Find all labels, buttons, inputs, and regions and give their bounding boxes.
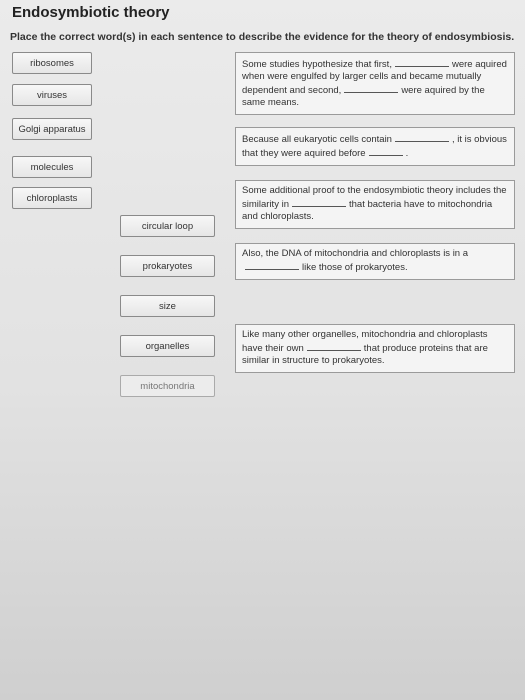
word-chip-chloroplasts[interactable]: chloroplasts: [12, 187, 92, 209]
word-chip-organelles[interactable]: organelles: [120, 335, 215, 357]
sentence-box-5: Like many other organelles, mitochondria and chloroplasts have their own that produce proteins that are similar in structure to prokaryotes.: [235, 324, 515, 373]
sentence-box-1: Some studies hypothesize that first, were aquired when were engulfed by larger cells and became mutually dependent and second, were aquired by the same means.: [235, 52, 515, 115]
drop-target-1a[interactable]: [395, 57, 449, 67]
word-chip-viruses[interactable]: viruses: [12, 84, 92, 106]
drop-target-5[interactable]: [307, 341, 361, 351]
sentence-box-4: Also, the DNA of mitochondria and chloroplasts is in alike those of prokaryotes.: [235, 243, 515, 280]
word-bank-column-1: [12, 52, 96, 218]
drop-target-1b[interactable]: [344, 83, 398, 93]
word-bank-column-2: [120, 215, 220, 410]
word-chip-golgi-apparatus[interactable]: Golgi apparatus: [12, 118, 92, 140]
word-chip-mitochondria[interactable]: mitochondria: [120, 375, 215, 397]
word-chip-molecules[interactable]: molecules: [12, 156, 92, 178]
page-title: Endosymbiotic theory: [12, 4, 170, 21]
word-chip-prokaryotes[interactable]: prokaryotes: [120, 255, 215, 277]
instructions: Place the correct word(s) in each sentence to describe the evidence for the theory of endosymbiosis.: [10, 31, 515, 43]
drop-target-2a[interactable]: [395, 132, 449, 142]
sentence-box-3: Some additional proof to the endosymbiotic theory includes the similarity in that bacteria have to mitochondria and chloroplasts.: [235, 180, 515, 229]
sentence-list: [235, 52, 520, 381]
drop-target-4[interactable]: [245, 260, 299, 270]
word-chip-circular-loop[interactable]: circular loop: [120, 215, 215, 237]
drop-target-2b[interactable]: [369, 146, 403, 156]
word-chip-size[interactable]: size: [120, 295, 215, 317]
drop-target-3[interactable]: [292, 197, 346, 207]
sentence-box-2: Because all eukaryotic cells contain , it is obvious that they were aquired before .: [235, 127, 515, 166]
word-chip-ribosomes[interactable]: ribosomes: [12, 52, 92, 74]
